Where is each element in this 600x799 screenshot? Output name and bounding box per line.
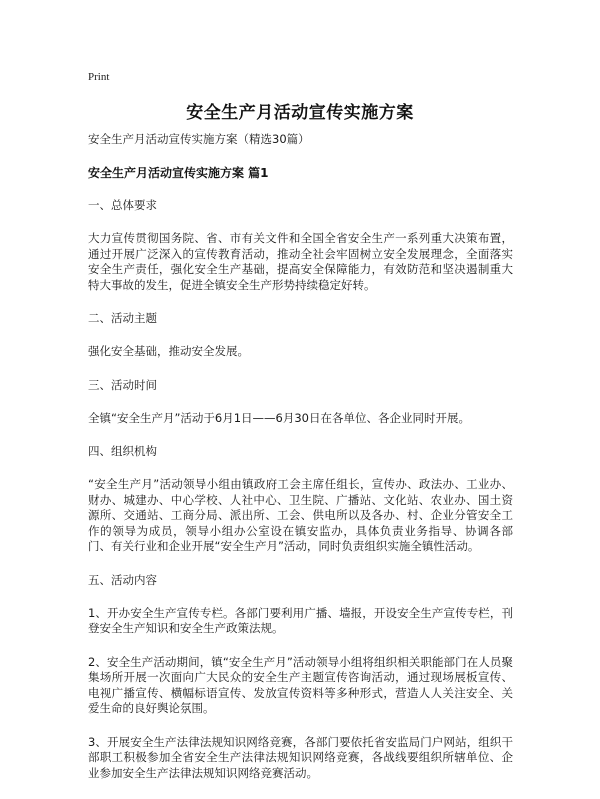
heading-activity-time: 三、活动时间: [88, 377, 157, 392]
heading-activity-theme: 二、活动主题: [88, 311, 157, 325]
document-subtitle: 安全生产月活动宣传实施方案（精选30篇）: [88, 132, 310, 146]
document-title: 安全生产月活动宣传实施方案: [186, 103, 414, 123]
section-title: 安全生产月活动宣传实施方案 篇1: [88, 166, 269, 180]
heading-activity-content: 五、活动内容: [88, 572, 157, 587]
heading-general-requirements: 一、总体要求: [88, 198, 157, 212]
print-link[interactable]: Print: [88, 71, 110, 83]
paragraph-content-item-3: 3、开展安全生产法律法规知识网络竞赛，各部门要依托省安监局门户网站，组织干部职工积极参加全省安全生产法律法规知识网络竞赛，各战线要组织所辖单位、企业参加安全生产法律法规知识网络竞赛活动。: [88, 734, 513, 780]
paragraph-activity-time: 全镇“安全生产月”活动于6月1日——6月30日在各单位、各企业同时开展。: [88, 410, 470, 425]
paragraph-activity-theme: 强化安全基础，推动安全发展。: [88, 344, 249, 358]
paragraph-organization: “安全生产月”活动领导小组由镇政府工会主席任组长，宣传办、政法办、工业办、财办、城建办、中心学校、人社中心、卫生院、广播站、文化站、农业办、国土资源所、交通站、工商分局、派出所、工会、供电所以及各办、村、企业分管安全工作的领导为成员，领导小组办公室设在镇安监办，具体负责业务指导、协调各部门、有关行业和企业开展“安全生产月”活动，同时负责组织实施全镇性活动。: [88, 477, 513, 553]
document-body: [88, 132, 513, 799]
paragraph-content-item-2: 2、安全生产活动期间，镇“安全生产月”活动领导小组将组织相关职能部门在人员聚集场所开展一次面向广大民众的安全生产主题宣传咨询活动，通过现场展板宣传、电视广播宣传、横幅标语宣传、发放宣传资料等多种形式，营造人人关注安全、关爱生命的良好舆论氛围。: [88, 654, 513, 715]
paragraph-content-item-1: 1、开办安全生产宣传专栏。各部门要利用广播、墙报，开设安全生产宣传专栏，刊登安全生产知识和安全生产政策法规。: [88, 605, 513, 635]
heading-organization: 四、组织机构: [88, 444, 157, 458]
paragraph-general-requirements: 大力宣传贯彻国务院、省、市有关文件和全国全省安全生产一系列重大决策布置，通过开展广泛深入的宣传教育活动，推动全社会牢固树立安全发展理念，全面落实安全生产责任，强化安全生产基础，提高安全保障能力，有效防范和坚决遏制重大特大事故的发生，促进全镇安全生产形势持续稳定好转。: [88, 231, 513, 292]
